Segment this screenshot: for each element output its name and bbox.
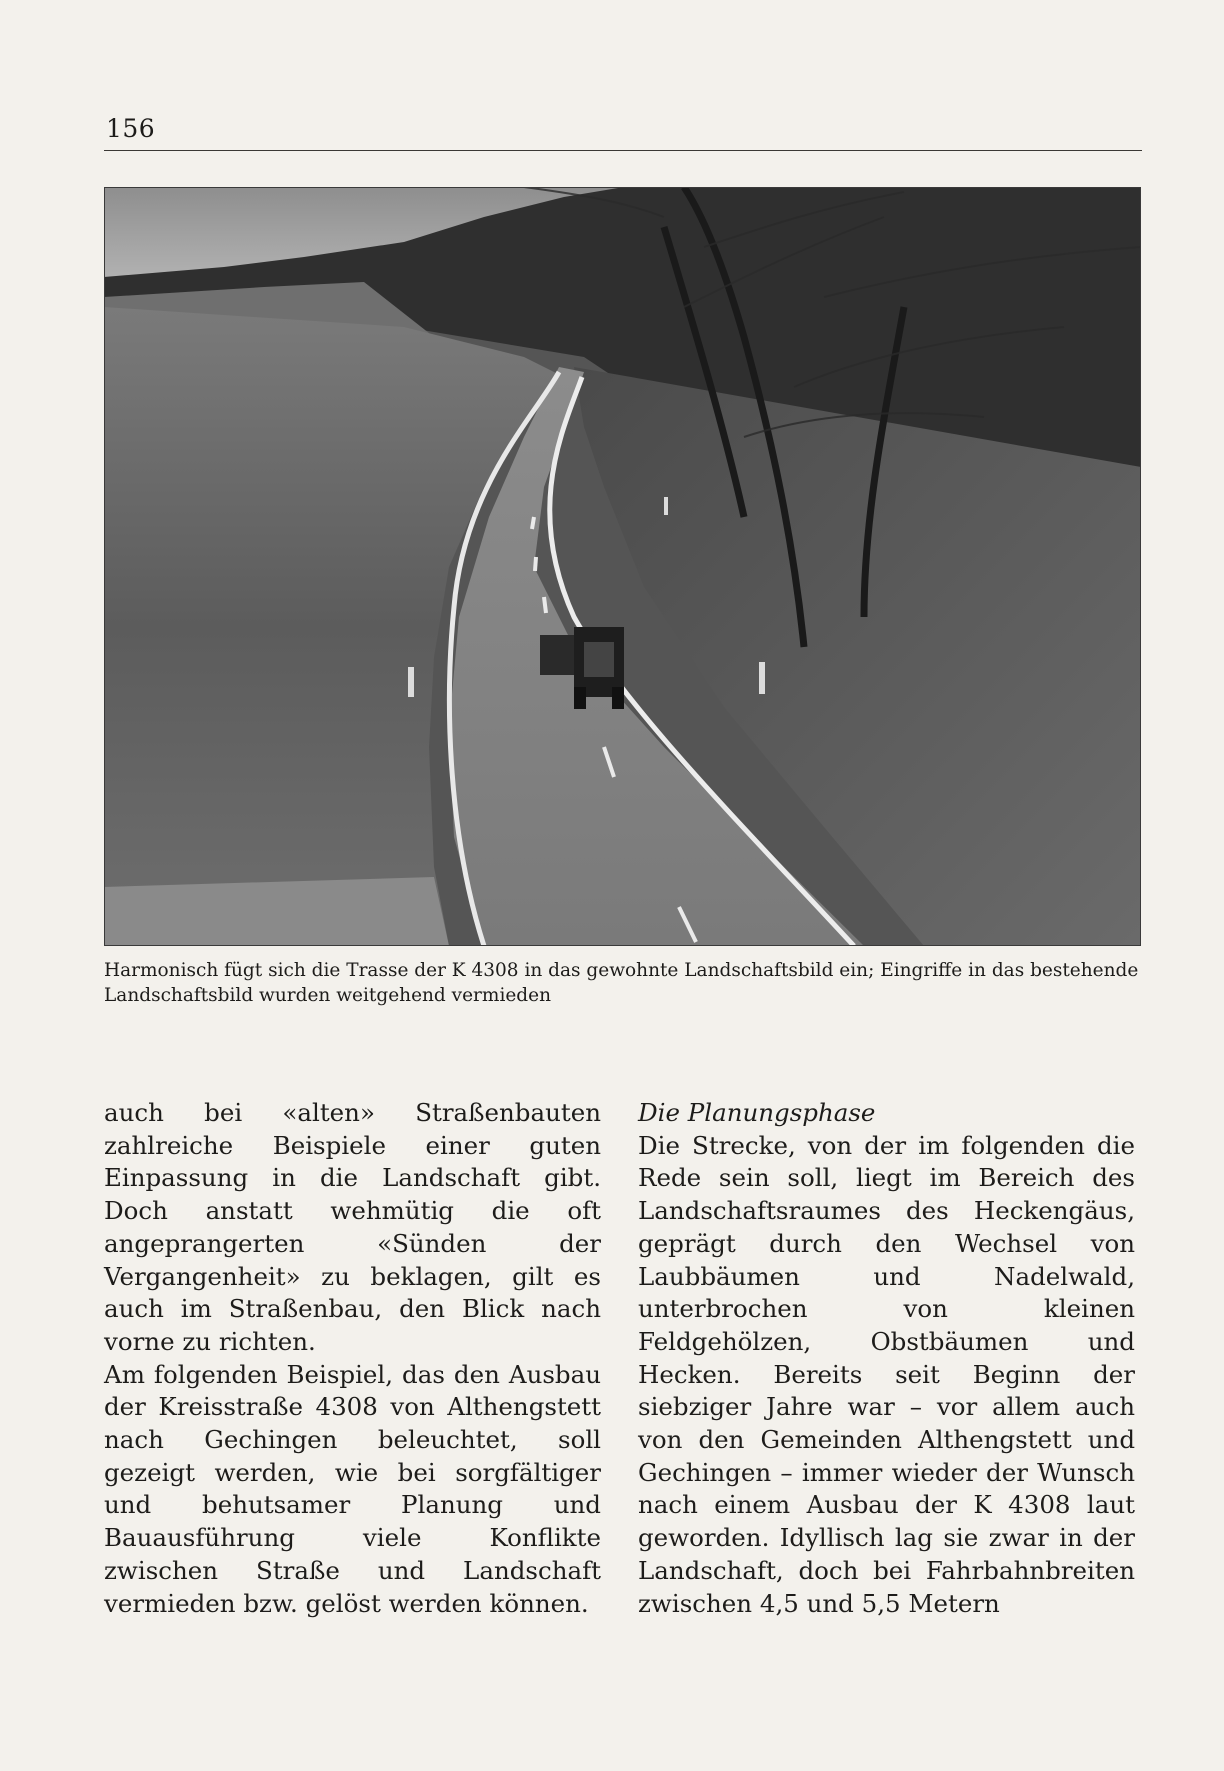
road-photo <box>104 187 1141 946</box>
figure-caption: Harmonisch fügt sich die Trasse der K 4308 in das gewohnte Landschaftsbild ein; Eingriffe in das bestehende Landschaftsbild wurden weitgehend vermieden <box>104 960 1139 1006</box>
paragraph: Die Strecke, von der im folgenden die Rede sein soll, liegt im Bereich des Landschaftsraumes des Heckengäus, geprägt durch den Wechsel von Laubbäumen und Nadelwald, unterbrochen von kleinen Feldgehölzen, Obstbäumen und Hecken. Bereits seit Beginn der siebziger Jahre war – vor allem auch von den Gemeinden Althengstett und Gechingen – immer wieder der Wunsch nach einem Ausbau der K 4308 laut geworden. Idyllisch lag sie zwar in der Landschaft, doch bei Fahrbahnbreiten zwischen 4,5 und 5,5 Metern <box>638 1130 1135 1618</box>
page-number: 156 <box>106 114 156 143</box>
left-column <box>104 1097 601 1620</box>
section-heading: Die Planungsphase <box>638 1098 876 1127</box>
right-column <box>638 1097 1135 1620</box>
header-rule <box>104 150 1142 151</box>
paragraph: auch bei «alten» Straßenbauten zahlreiche Beispiele einer guten Einpassung in die Landschaft gibt. Doch anstatt wehmütig die oft angeprangerten «Sünden der Vergangenheit» zu beklagen, gilt es auch im Straßenbau, den Blick nach vorne zu richten. <box>104 1098 601 1356</box>
paragraph: Am folgenden Beispiel, das den Ausbau der Kreisstraße 4308 von Althengstett nach Gechingen beleuchtet, soll gezeigt werden, wie bei sorgfältiger und behutsamer Planung und Bauausführung viele Konflikte zwischen Straße und Landschaft vermieden bzw. gelöst werden können. <box>104 1359 601 1618</box>
